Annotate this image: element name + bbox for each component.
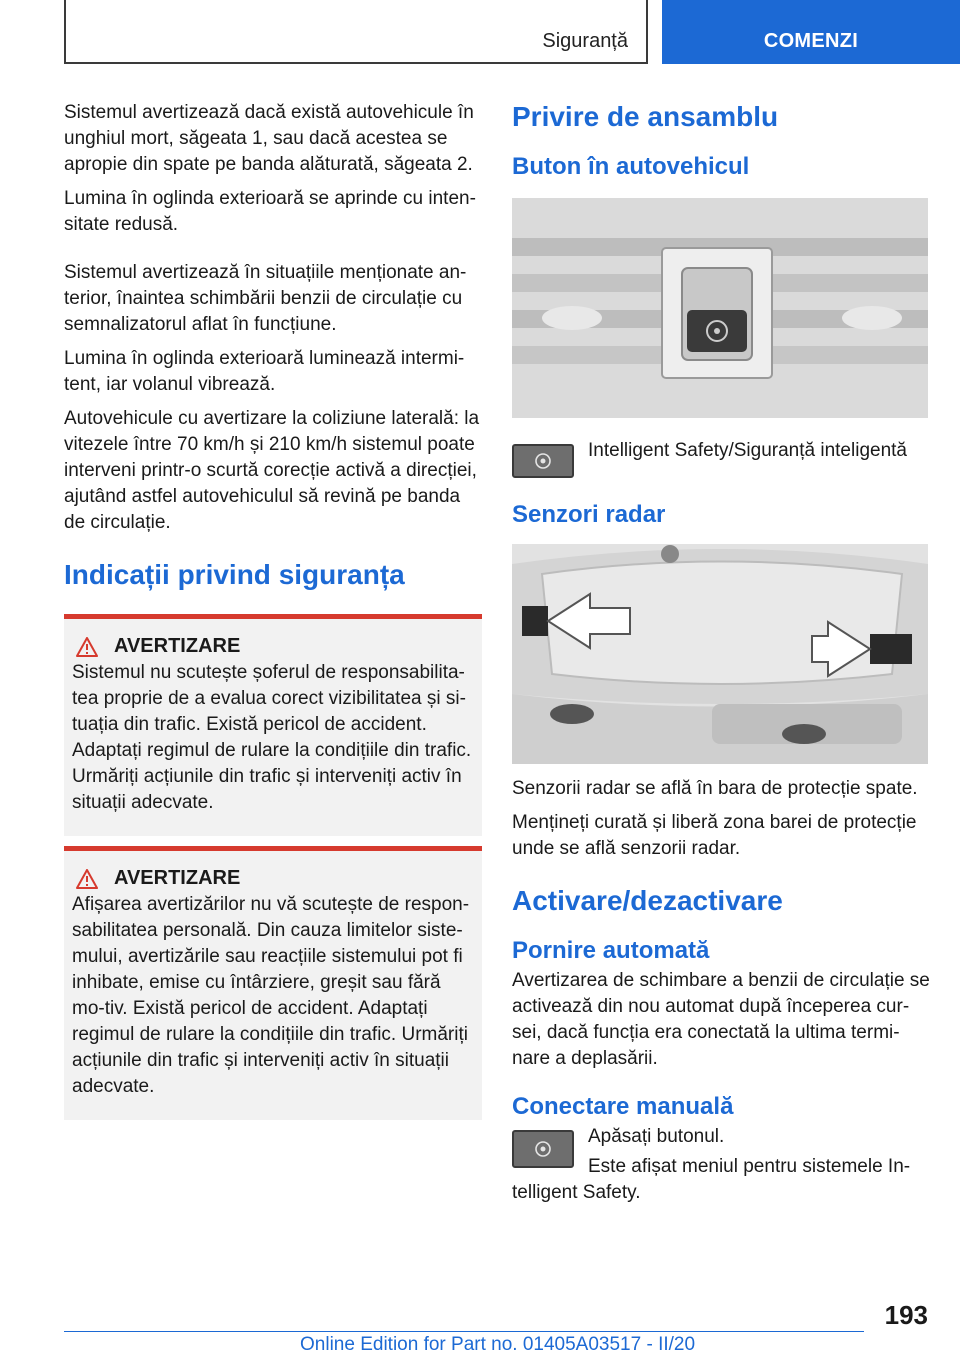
button-legend-row (512, 438, 930, 478)
footer-edition: Online Edition for Part no. 01405A03517 - II/20 (300, 1334, 696, 1355)
subheading-button: Buton în autovehicul (512, 153, 750, 180)
paragraph: Este afișat meniul pentru sistemele In‐telligent Safety. (512, 1156, 911, 1203)
warning-text: Afișarea avertizărilor nu vă scutește de respon‐sabilitatea personală. Din cauza limitelor siste‐mului, avertizările sau reacțiile sistemului pot fi inhibate, emise cu întârziere, greșit sau fără mo‐tiv. Există pericol de accident. Adaptați regimul de rulare la condițiile din trafic. Urmăriți acțiunile din trafic și interveniți activ în situații adecvate. (72, 894, 470, 1097)
header-chapter-title: COMENZI (763, 30, 859, 52)
paragraph: Lumina în oglinda exterioară se aprinde cu inten‐sitate redusă. (64, 188, 476, 235)
section-heading-activate: Activare/dezactivare (512, 885, 783, 916)
subheading-auto: Pornire automată (512, 937, 710, 964)
right-column (512, 100, 930, 1214)
paragraph: Apăsați butonul. (588, 1126, 725, 1147)
intelligent-safety-icon (534, 452, 552, 470)
rear-bumper-illustration (512, 544, 928, 764)
header-section-box (64, 0, 648, 64)
header-chapter-tab[interactable] (662, 0, 960, 64)
intelligent-safety-button[interactable] (512, 444, 574, 478)
manual-block (512, 1124, 930, 1206)
button-panel-image (512, 198, 928, 418)
warning-triangle-icon (76, 637, 98, 657)
warning-text: Sistemul nu scutește șoferul de responsabilita‐tea proprie de a evalua corect vizibilitatea și si‐tuația din trafic. Există pericol de accident. Adaptați regimul de rulare la condițiile din trafic. Urmăriți acțiunile din trafic și interveniți activ în situații adecvate. (72, 662, 472, 813)
warning-title (72, 867, 474, 890)
page-number: 193 (884, 1300, 928, 1330)
subheading-manual: Conectare manuală (512, 1093, 734, 1120)
paragraph: Autovehicule cu avertizare la coliziune laterală: la vitezele între 70 km/h și 210 km/h sistemul poate interveni printr-o scurtă corecție activă a direcției, ajutând astfel autovehiculul să revină pe banda de circulație. (64, 408, 480, 533)
paragraph: Senzorii radar se află în bara de protecție spate. (512, 778, 918, 799)
paragraph: Mențineți curată și liberă zona barei de protecție unde se află senzorii radar. (512, 812, 917, 859)
section-heading: Indicații privind siguranța (64, 559, 405, 590)
warning-box (64, 846, 482, 1120)
console-switch-illustration (512, 198, 928, 418)
button-caption: Intelligent Safety/Siguranță inteligentă (588, 440, 907, 461)
intelligent-safety-icon (534, 1140, 552, 1158)
warning-box (64, 614, 482, 836)
warning-triangle-icon (76, 869, 98, 889)
radar-sensor-image (512, 544, 928, 764)
paragraph: Avertizarea de schimbare a benzii de circulație se activează din nou automat după începerea cur‐sei, dacă funcția era conectată la ultima termi‐nare a deplasării. (512, 970, 930, 1069)
subheading-radar: Senzori radar (512, 501, 666, 528)
footer-divider (64, 1331, 864, 1332)
paragraph: Sistemul avertizează în situațiile menționate an‐terior, înaintea schimbării benzii de circulație cu semnalizatorul aflat în funcțiune. (64, 262, 467, 335)
intelligent-safety-button[interactable] (512, 1130, 574, 1168)
section-heading-overview: Privire de ansamblu (512, 101, 779, 132)
paragraph: Sistemul avertizează dacă există autovehicule în unghiul mort, săgeata 1, sau dacă acestea se apropie din spate pe banda alăturată, săgeata 2. (64, 102, 474, 175)
warning-title-text: AVERTIZARE (114, 867, 241, 889)
header-section-title: Siguranță (542, 30, 628, 52)
warning-title-text: AVERTIZARE (114, 635, 241, 657)
paragraph: Lumina în oglinda exterioară luminează intermi‐tent, iar volanul vibrează. (64, 348, 465, 395)
warning-title (72, 635, 474, 658)
left-column (64, 100, 482, 1120)
